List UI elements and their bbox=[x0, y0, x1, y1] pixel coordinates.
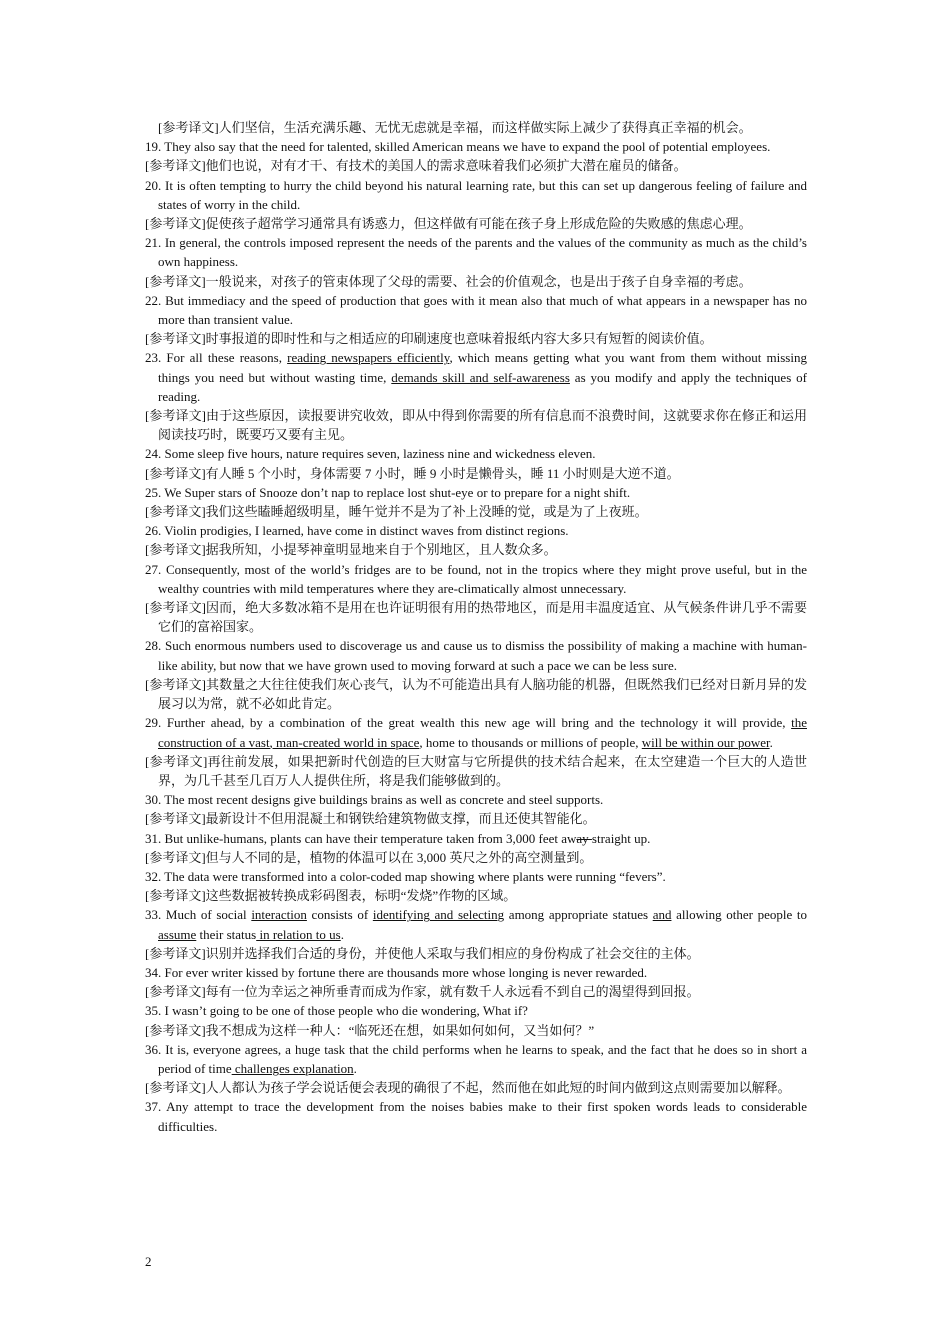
english-sentence: 25. We Super stars of Snooze don’t nap to replace lost shut-eye or to prepare for a night shift. bbox=[145, 484, 631, 500]
translation-text: [参考译文]其数量之大往往使我们灰心丧气，认为不可能造出具有人脑功能的机器，但既然我们已经对日新月异的发展习以为常，就不必如此肯定。 bbox=[145, 676, 807, 712]
translation-text: [参考译文]我不想成为这样一种人：“临死还在想，如果如何如何，又当如何？” bbox=[145, 1022, 595, 1038]
english-sentence: 23. For all these reasons, reading newspapers efficiently, which means getting what you want from them without missing things you need but without wasting time, demands skill and self-awareness as you modify and apply the techniques of reading. bbox=[145, 350, 807, 404]
english-sentence: 36. It is, everyone agrees, a huge task that the child performs when he learns to speak, and the fact that he does so in short a period of time challenges explanation. bbox=[145, 1041, 807, 1076]
english-sentence: 20. It is often tempting to hurry the child beyond his natural learning rate, but this can set up dangerous feeling of failure and states of worry in the child. bbox=[145, 177, 807, 212]
list-item bbox=[145, 713, 807, 790]
translation-text: [参考译文]识别并选择我们合适的身份，并使他人采取与我们相应的身份构成了社会交往的主体。 bbox=[145, 945, 700, 961]
english-sentence: 31. But unlike-humans, plants can have their temperature taken from 3,000 feet away straight up. bbox=[145, 830, 651, 846]
translation-text: [参考译文]一般说来，对孩子的管束体现了父母的需要、社会的价值观念，也是出于孩子自身幸福的考虑。 bbox=[145, 273, 752, 289]
list-item bbox=[145, 636, 807, 713]
underlined-phrase: identifying and selecting bbox=[372, 907, 505, 923]
underlined-phrase: the construction of a vast, man-created world in space bbox=[158, 715, 807, 750]
translation-text: [参考译文]再往前发展，如果把新时代创造的巨大财富与它所提供的技术结合起来，在太空建造一个巨大的人造世界，为几千甚至几百万人人提供住所，将是我们能够做到的。 bbox=[145, 753, 807, 788]
english-sentence: 32. The data were transformed into a color-coded map showing where plants were running “fevers”. bbox=[145, 868, 666, 884]
english-sentence: 24. Some sleep five hours, nature requires seven, laziness nine and wickedness eleven. bbox=[145, 446, 596, 462]
english-sentence: 29. Further ahead, by a combination of the great wealth this new age will bring and the technology it will provide, the construction of a vast, man-created world in space, home to thousands or millions of people, will be within our power. bbox=[145, 715, 807, 750]
list-item bbox=[145, 176, 807, 234]
translation-text: [参考译文]有人睡 5 个小时，身体需要 7 小时，睡 9 小时是懒骨头，睡 11 小时则是大逆不道。 bbox=[145, 465, 680, 481]
english-sentence: 30. The most recent designs give buildings brains as well as concrete and steel supports. bbox=[145, 792, 604, 808]
list-item bbox=[145, 483, 807, 521]
list-item bbox=[145, 560, 807, 637]
underlined-phrase: in relation to us bbox=[256, 926, 341, 942]
translation-list bbox=[145, 118, 807, 1136]
list-item bbox=[145, 521, 807, 559]
list-item bbox=[145, 1097, 807, 1135]
underlined-phrase: and bbox=[652, 907, 672, 923]
list-item bbox=[145, 829, 807, 867]
translation-text: [参考译文]人人都认为孩子学会说话便会表现的确很了不起，然而他在如此短的时间内做到这点则需要加以解释。 bbox=[145, 1080, 791, 1096]
english-sentence: 27. Consequently, most of the world’s fridges are to be found, not in the tropics where they might prove useful, but in the wealthy countries with mild temperatures where they are-climatically almost unnecessary. bbox=[145, 561, 807, 596]
translation-text: [参考译文]据我所知，小提琴神童明显地来自于个别地区，且人数众多。 bbox=[145, 542, 557, 558]
english-sentence: 21. In general, the controls imposed represent the needs of the parents and the values of the community as much as the child’s own happiness. bbox=[145, 235, 807, 270]
underlined-phrase: interaction bbox=[251, 907, 307, 923]
translation-text: [参考译文]每有一位为幸运之神所垂青而成为作家，就有数千人永远看不到自己的渴望得到回报。 bbox=[145, 984, 700, 1000]
english-sentence: 19. They also say that the need for talented, skilled American means we have to expand the pool of potential employees. bbox=[145, 139, 771, 155]
english-sentence: 28. Such enormous numbers used to discoverage us and cause us to dismiss the possibility of making a machine with human-like ability, but now that we have grown used to moving forward at such a pace we can be less sure. bbox=[145, 638, 807, 673]
list-item bbox=[145, 790, 807, 828]
translation-text: [参考译文]促使孩子超常学习通常具有诱惑力，但这样做有可能在孩子身上形成危险的失败感的焦虑心理。 bbox=[145, 216, 752, 232]
translation-text: [参考译文]由于这些原因，读报要讲究收效，即从中得到你需要的所有信息而不浪费时间，这就要求你在修正和运用阅读技巧时，既要巧又要有主见。 bbox=[145, 408, 807, 443]
translation-text: [参考译文]他们也说，对有才干、有技术的美国人的需求意味着我们必须扩大潜在雇员的储备。 bbox=[145, 158, 687, 174]
translation-text: [参考译文]但与人不同的是，植物的体温可以在 3,000 英尺之外的高空测量到。 bbox=[145, 849, 593, 865]
list-item bbox=[145, 905, 807, 963]
english-sentence: 22. But immediacy and the speed of production that goes with it mean also that much of what appears in a newspaper has no more than transient value. bbox=[145, 292, 807, 328]
translation-text: [参考译文]这些数据被转换成彩码图表，标明“发烧”作物的区域。 bbox=[145, 888, 517, 904]
list-item bbox=[145, 1001, 807, 1039]
list-item bbox=[145, 963, 807, 1001]
english-sentence: 35. I wasn’t going to be one of those people who die wondering, What if? bbox=[145, 1003, 528, 1019]
underlined-phrase: assume bbox=[158, 926, 197, 942]
page-number: 2 bbox=[145, 1254, 152, 1269]
english-sentence: 26. Violin prodigies, I learned, have come in distinct waves from distinct regions. bbox=[145, 523, 569, 539]
translation-text: [参考译文]因而，绝大多数冰箱不是用在也许证明很有用的热带地区，而是用丰温度适宜、从气候条件讲几乎不需要它们的富裕国家。 bbox=[145, 600, 807, 635]
list-item bbox=[145, 291, 807, 349]
list-item bbox=[145, 233, 807, 291]
english-sentence: 33. Much of social interaction consists of identifying and selecting among appropriate statues and allowing other people to assume their status in relation to us. bbox=[145, 907, 808, 942]
list-item bbox=[145, 137, 807, 175]
translation-text: [参考译文]时事报道的即时性和与之相适应的印刷速度也意味着报纸内容大多只有短暂的阅读价值。 bbox=[145, 331, 713, 347]
list-item bbox=[145, 444, 807, 482]
underlined-phrase: challenges explanation bbox=[231, 1060, 354, 1076]
underlined-phrase: demands skill and self-awareness bbox=[391, 369, 570, 385]
english-sentence: 37. Any attempt to trace the development from the noises babies make to their first spoken words leads to considerable difficulties. bbox=[145, 1099, 807, 1134]
list-item bbox=[145, 118, 807, 137]
underlined-phrase: will be within our power bbox=[641, 734, 770, 750]
list-item bbox=[145, 1040, 807, 1098]
english-sentence: 34. For ever writer kissed by fortune there are thousands more whose longing is never rewarded. bbox=[145, 964, 648, 980]
list-item bbox=[145, 348, 807, 444]
struck-text: ay bbox=[576, 830, 592, 846]
translation-text: [参考译文]人们坚信，生活充满乐趣、无忧无虑就是幸福，而这样做实际上减少了获得真正幸福的机会。 bbox=[158, 120, 752, 135]
translation-text: [参考译文]最新设计不但用混凝土和钢铁给建筑物做支撑，而且还使其智能化。 bbox=[145, 811, 596, 827]
underlined-phrase: reading newspapers efficiently bbox=[287, 350, 450, 366]
translation-text: [参考译文]我们这些瞌睡超级明星，睡午觉并不是为了补上没睡的觉，或是为了上夜班。 bbox=[145, 504, 648, 520]
list-item bbox=[145, 867, 807, 905]
